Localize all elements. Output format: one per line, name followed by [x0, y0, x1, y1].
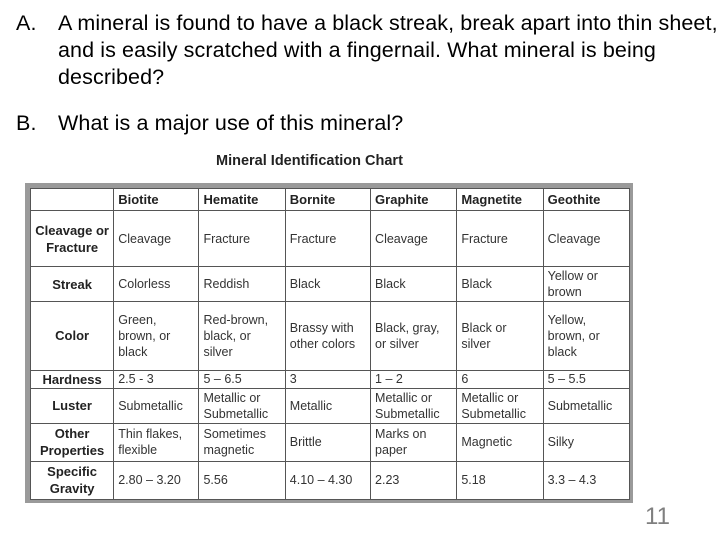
table-cell: Metallic or Submetallic [371, 388, 457, 423]
row-label: Specific Gravity [31, 461, 114, 499]
table-cell: Cleavage [371, 211, 457, 267]
row-label: Streak [31, 267, 114, 302]
table-cell: 2.23 [371, 461, 457, 499]
table-cell: 2.80 – 3.20 [114, 461, 199, 499]
question-b [16, 110, 716, 138]
header-corner [31, 189, 114, 211]
question-b-letter: B. [16, 111, 37, 135]
table-cell: Marks on paper [371, 423, 457, 461]
table-cell: Magnetic [457, 423, 543, 461]
table-cell: Black, gray, or silver [371, 302, 457, 370]
table-cell: 4.10 – 4.30 [285, 461, 370, 499]
chart-title: Mineral Identification Chart [216, 153, 403, 169]
table-cell: 6 [457, 370, 543, 388]
table-cell: Cleavage [114, 211, 199, 267]
header-hematite: Hematite [199, 189, 285, 211]
table-cell: Yellow or brown [543, 267, 629, 302]
table-cell: Submetallic [114, 388, 199, 423]
table-cell: Green, brown, or black [114, 302, 199, 370]
table-row-hardness [31, 370, 630, 388]
question-a-text: A mineral is found to have a black streak, break apart into thin sheet, and is easily scratched with a fingernail. What mineral is being described? [58, 11, 718, 89]
table-cell: Brittle [285, 423, 370, 461]
row-label: Other Properties [31, 423, 114, 461]
header-magnetite: Magnetite [457, 189, 543, 211]
table-cell: Submetallic [543, 388, 629, 423]
table-cell: 3.3 – 4.3 [543, 461, 629, 499]
table-row-color [31, 302, 630, 370]
row-label: Luster [31, 388, 114, 423]
row-label: Cleavage or Fracture [31, 211, 114, 267]
table-cell: Silky [543, 423, 629, 461]
table-cell: Reddish [199, 267, 285, 302]
table-cell: Brassy with other colors [285, 302, 370, 370]
question-a-letter: A. [16, 11, 37, 35]
table-cell: Thin flakes, flexible [114, 423, 199, 461]
table-cell: 5 – 5.5 [543, 370, 629, 388]
table-cell: 1 – 2 [371, 370, 457, 388]
table-cell: Colorless [114, 267, 199, 302]
table-cell: Sometimes magnetic [199, 423, 285, 461]
table-cell: 3 [285, 370, 370, 388]
table-row-streak [31, 267, 630, 302]
table-cell: Metallic [285, 388, 370, 423]
header-biotite: Biotite [114, 189, 199, 211]
table-cell: 5.18 [457, 461, 543, 499]
table-cell: Fracture [457, 211, 543, 267]
table-cell: Red-brown, black, or silver [199, 302, 285, 370]
header-geothite: Geothite [543, 189, 629, 211]
table-cell: Yellow, brown, or black [543, 302, 629, 370]
slide-number: 11 [645, 503, 670, 530]
table-cell: 5 – 6.5 [199, 370, 285, 388]
row-label: Color [31, 302, 114, 370]
table-row-luster [31, 388, 630, 423]
row-label: Hardness [31, 370, 114, 388]
table-row-specific-gravity [31, 461, 630, 499]
table-cell: 5.56 [199, 461, 285, 499]
question-a [16, 10, 716, 92]
table-cell: Metallic or Submetallic [199, 388, 285, 423]
table-row-cleavage [31, 211, 630, 267]
table-cell: Black [285, 267, 370, 302]
table-header-row [31, 189, 630, 211]
table-row-other-properties [31, 423, 630, 461]
mineral-identification-table [30, 188, 630, 500]
table-cell: Fracture [199, 211, 285, 267]
table-cell: 2.5 - 3 [114, 370, 199, 388]
table-cell: Fracture [285, 211, 370, 267]
table-cell: Metallic or Submetallic [457, 388, 543, 423]
table-cell: Black [371, 267, 457, 302]
table-cell: Black [457, 267, 543, 302]
table-cell: Black or silver [457, 302, 543, 370]
header-bornite: Bornite [285, 189, 370, 211]
header-graphite: Graphite [371, 189, 457, 211]
question-b-text: What is a major use of this mineral? [58, 111, 404, 135]
table-cell: Cleavage [543, 211, 629, 267]
